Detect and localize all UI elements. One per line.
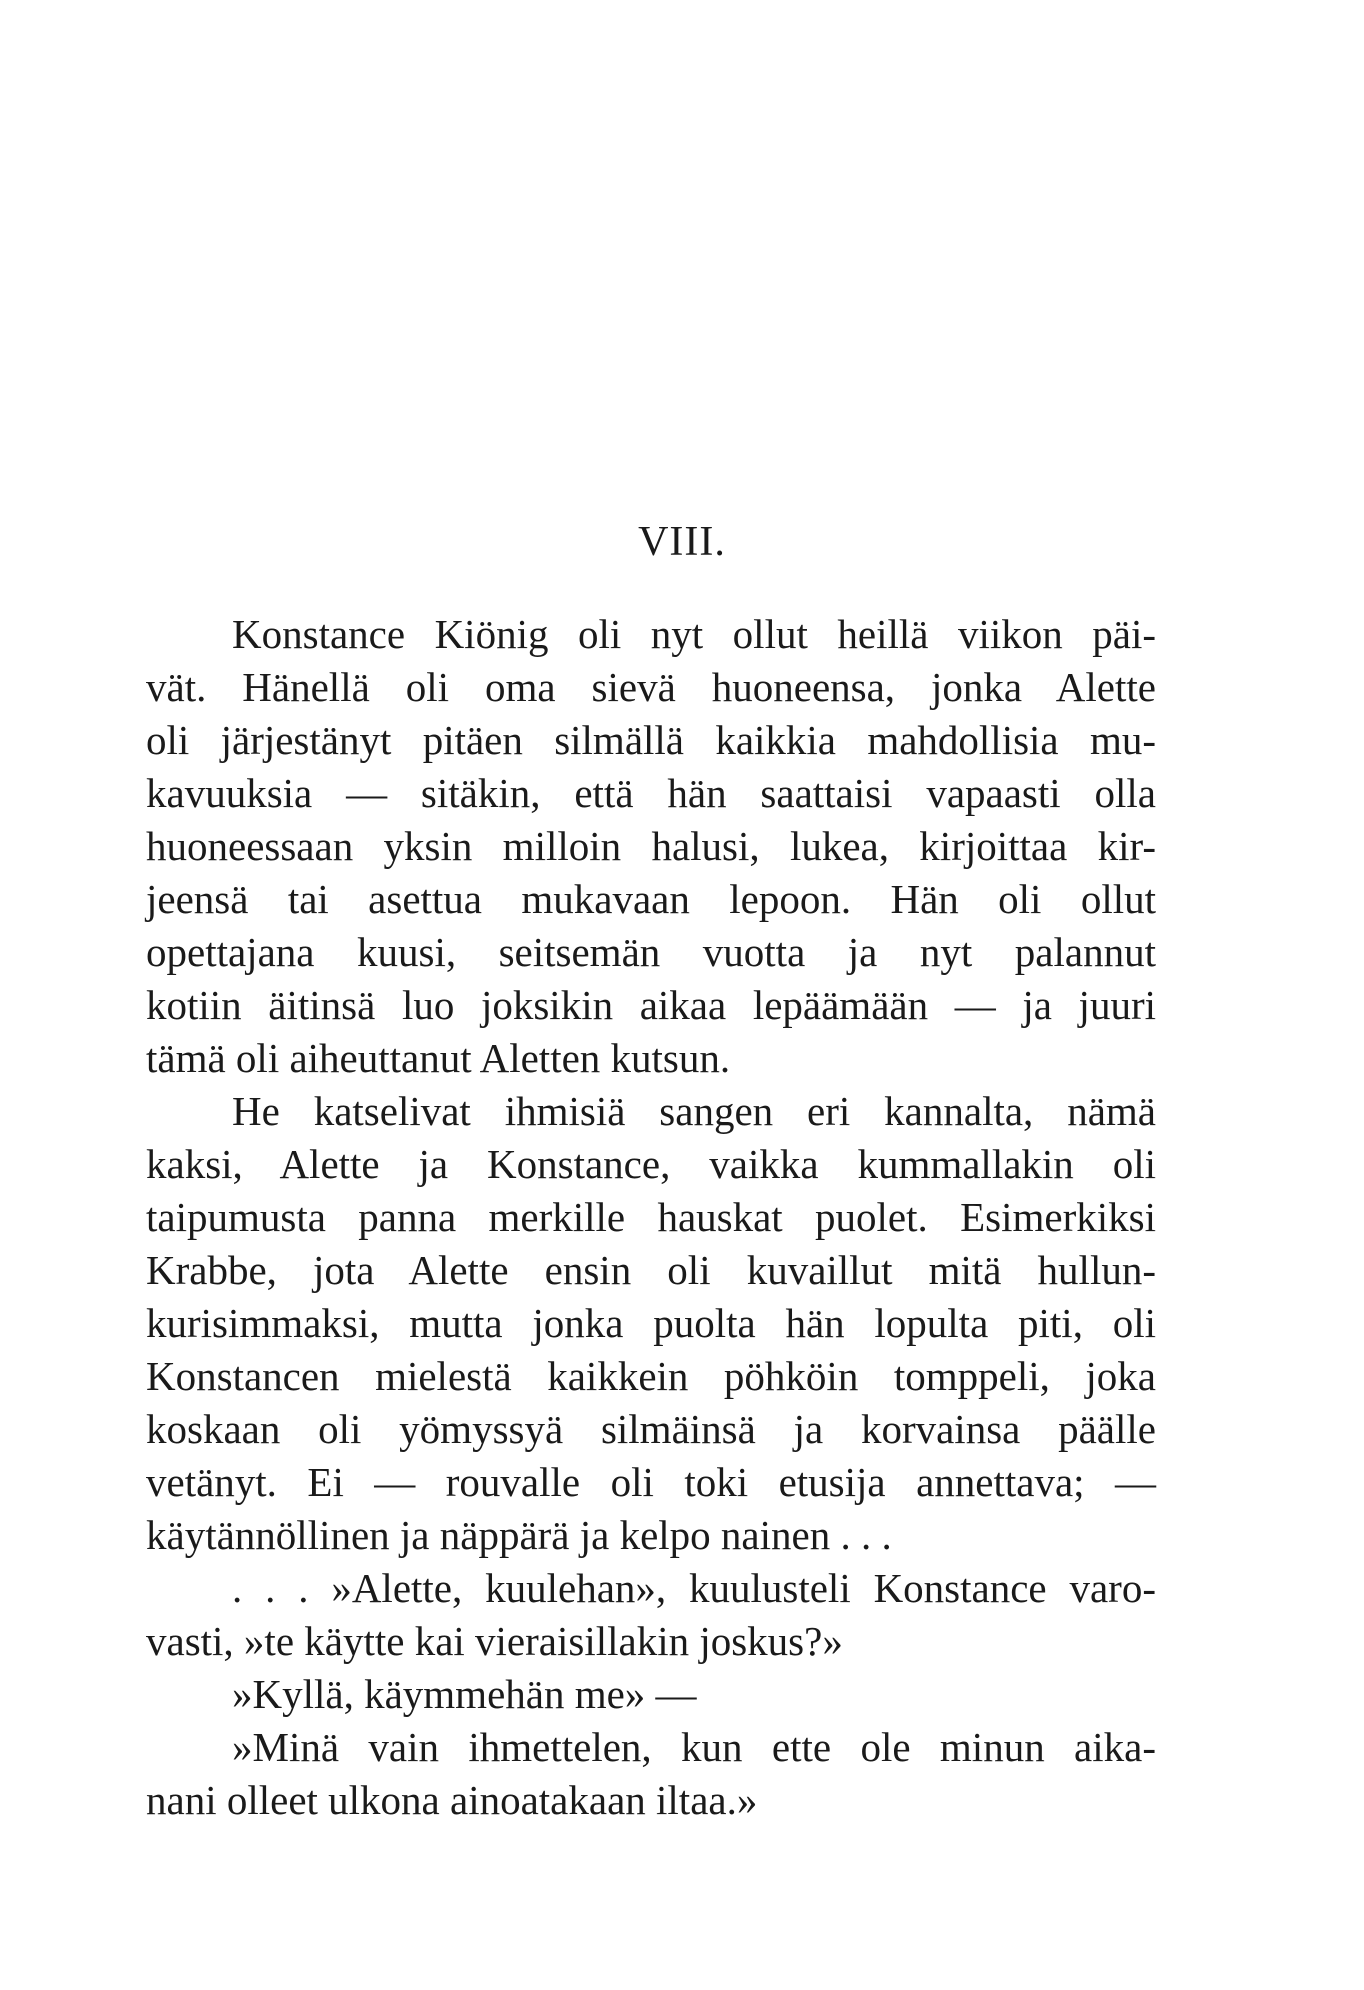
text-line: »Minä vain ihmettelen, kun ette ole minun aika- <box>232 1724 1156 1770</box>
text-line: He katselivat ihmisiä sangen eri kannalta, nämä <box>232 1088 1156 1134</box>
text-line: vasti, »te käytte kai vieraisillakin joskus?» <box>146 1618 843 1664</box>
text-line: jeensä tai asettua mukavaan lepoon. Hän oli ollut <box>146 876 1156 922</box>
text-line: vetänyt. Ei — rouvalle oli toki etusija annettava; — <box>146 1459 1156 1505</box>
text-line: taipumusta panna merkille hauskat puolet. Esimerkiksi <box>146 1194 1156 1240</box>
text-line: vät. Hänellä oli oma sievä huoneensa, jonka Alette <box>146 664 1156 710</box>
text-line: kurisimmaksi, mutta jonka puolta hän lopulta piti, oli <box>146 1300 1156 1346</box>
text-line: tämä oli aiheuttanut Aletten kutsun. <box>146 1035 731 1081</box>
text-line: oli järjestänyt pitäen silmällä kaikkia mahdollisia mu- <box>146 717 1156 763</box>
text-line: kaksi, Alette ja Konstance, vaikka kummallakin oli <box>146 1141 1156 1187</box>
chapter-heading: VIII. <box>638 519 726 565</box>
text-line: koskaan oli yömyssyä silmäinsä ja korvainsa päälle <box>146 1406 1156 1452</box>
text-line: opettajana kuusi, seitsemän vuotta ja nyt palannut <box>146 929 1156 975</box>
text-line: Krabbe, jota Alette ensin oli kuvaillut mitä hullun- <box>146 1247 1156 1293</box>
text-line: huoneessaan yksin milloin halusi, lukea, kirjoittaa kir- <box>146 823 1156 869</box>
text-line: Konstancen mielestä kaikkein pöhköin tomppeli, joka <box>146 1353 1156 1399</box>
text-line: käytännöllinen ja näppärä ja kelpo nainen . . . <box>146 1512 892 1558</box>
text-line: . . . »Alette, kuulehan», kuulusteli Konstance varo- <box>232 1565 1156 1611</box>
text-line: nani olleet ulkona ainoatakaan iltaa.» <box>146 1777 758 1823</box>
text-line: »Kyllä, käymmehän me» — <box>232 1671 697 1717</box>
text-line: Konstance Kiönig oli nyt ollut heillä viikon päi- <box>232 611 1156 657</box>
body-text <box>146 608 1156 1827</box>
text-line: kavuuksia — sitäkin, että hän saattaisi vapaasti olla <box>146 770 1156 816</box>
text-line: kotiin äitinsä luo joksikin aikaa lepäämään — ja juuri <box>146 982 1156 1028</box>
